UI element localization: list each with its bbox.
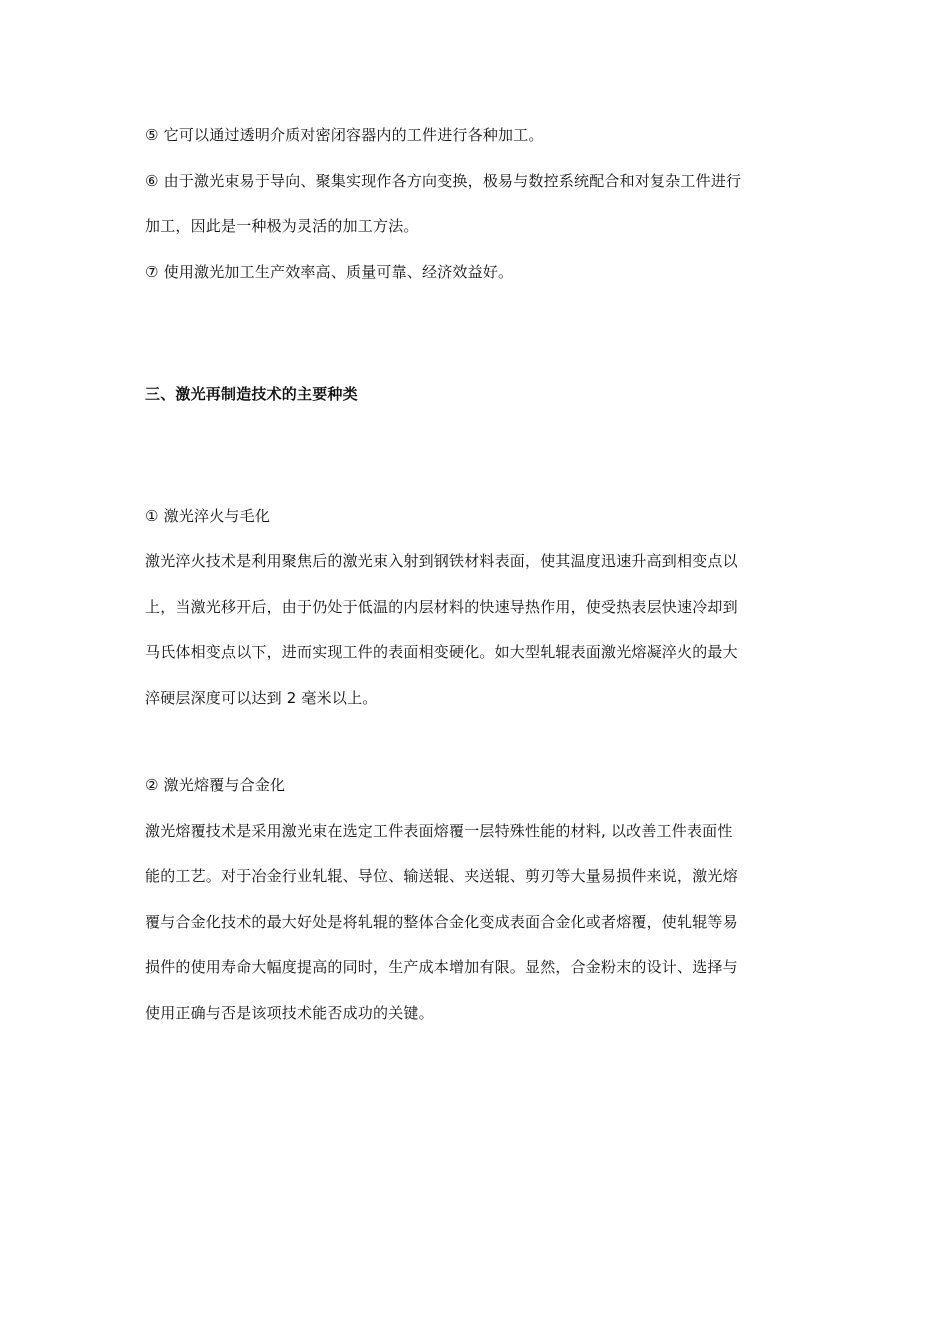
subsection-2-title: ② 激光熔覆与合金化 xyxy=(145,776,286,794)
list-item-7: ⑦ 使用激光加工生产效率高、质量可靠、经济效益好。 xyxy=(145,263,514,281)
section-heading: 三、激光再制造技术的主要种类 xyxy=(145,385,358,403)
subsection-2-line-4: 损件的使用寿命大幅度提高的同时，生产成本增加有限。显然，合金粉末的设计、选择与 xyxy=(145,958,738,976)
subsection-2-line-3: 覆与合金化技术的最大好处是将轧辊的整体合金化变成表面合金化或者熔覆，使轧辊等易 xyxy=(145,913,738,931)
subsection-2-line-5: 使用正确与否是该项技术能否成功的关键。 xyxy=(145,1004,434,1022)
list-item-5: ⑤ 它可以通过透明介质对密闭容器内的工件进行各种加工。 xyxy=(145,126,544,144)
subsection-2-line-1: 激光熔覆技术是采用激光束在选定工件表面熔覆一层特殊性能的材料, 以改善工件表面性 xyxy=(145,822,733,840)
subsection-1-line-3: 马氏体相变点以下，进而实现工件的表面相变硬化。如大型轧辊表面激光熔凝淬火的最大 xyxy=(145,643,738,661)
subsection-1-title: ① 激光淬火与毛化 xyxy=(145,507,271,525)
subsection-1-line-2: 上，当激光移开后，由于仍处于低温的内层材料的快速导热作用，使受热表层快速冷却到 xyxy=(145,598,738,616)
list-item-6-line-2: 加工，因此是一种极为灵活的加工方法。 xyxy=(145,217,419,235)
subsection-2-line-2: 能的工艺。对于冶金行业轧辊、导位、输送辊、夹送辊、剪刃等大量易损件来说，激光熔 xyxy=(145,867,738,885)
subsection-1-line-1: 激光淬火技术是利用聚焦后的激光束入射到钢铁材料表面，使其温度迅速升高到相变点以 xyxy=(145,552,738,570)
subsection-1-line-4: 淬硬层深度可以达到 2 毫米以上。 xyxy=(145,689,378,707)
list-item-6-line-1: ⑥ 由于激光束易于导向、聚集实现作各方向变换，极易与数控系统配合和对复杂工件进行 xyxy=(145,172,742,190)
